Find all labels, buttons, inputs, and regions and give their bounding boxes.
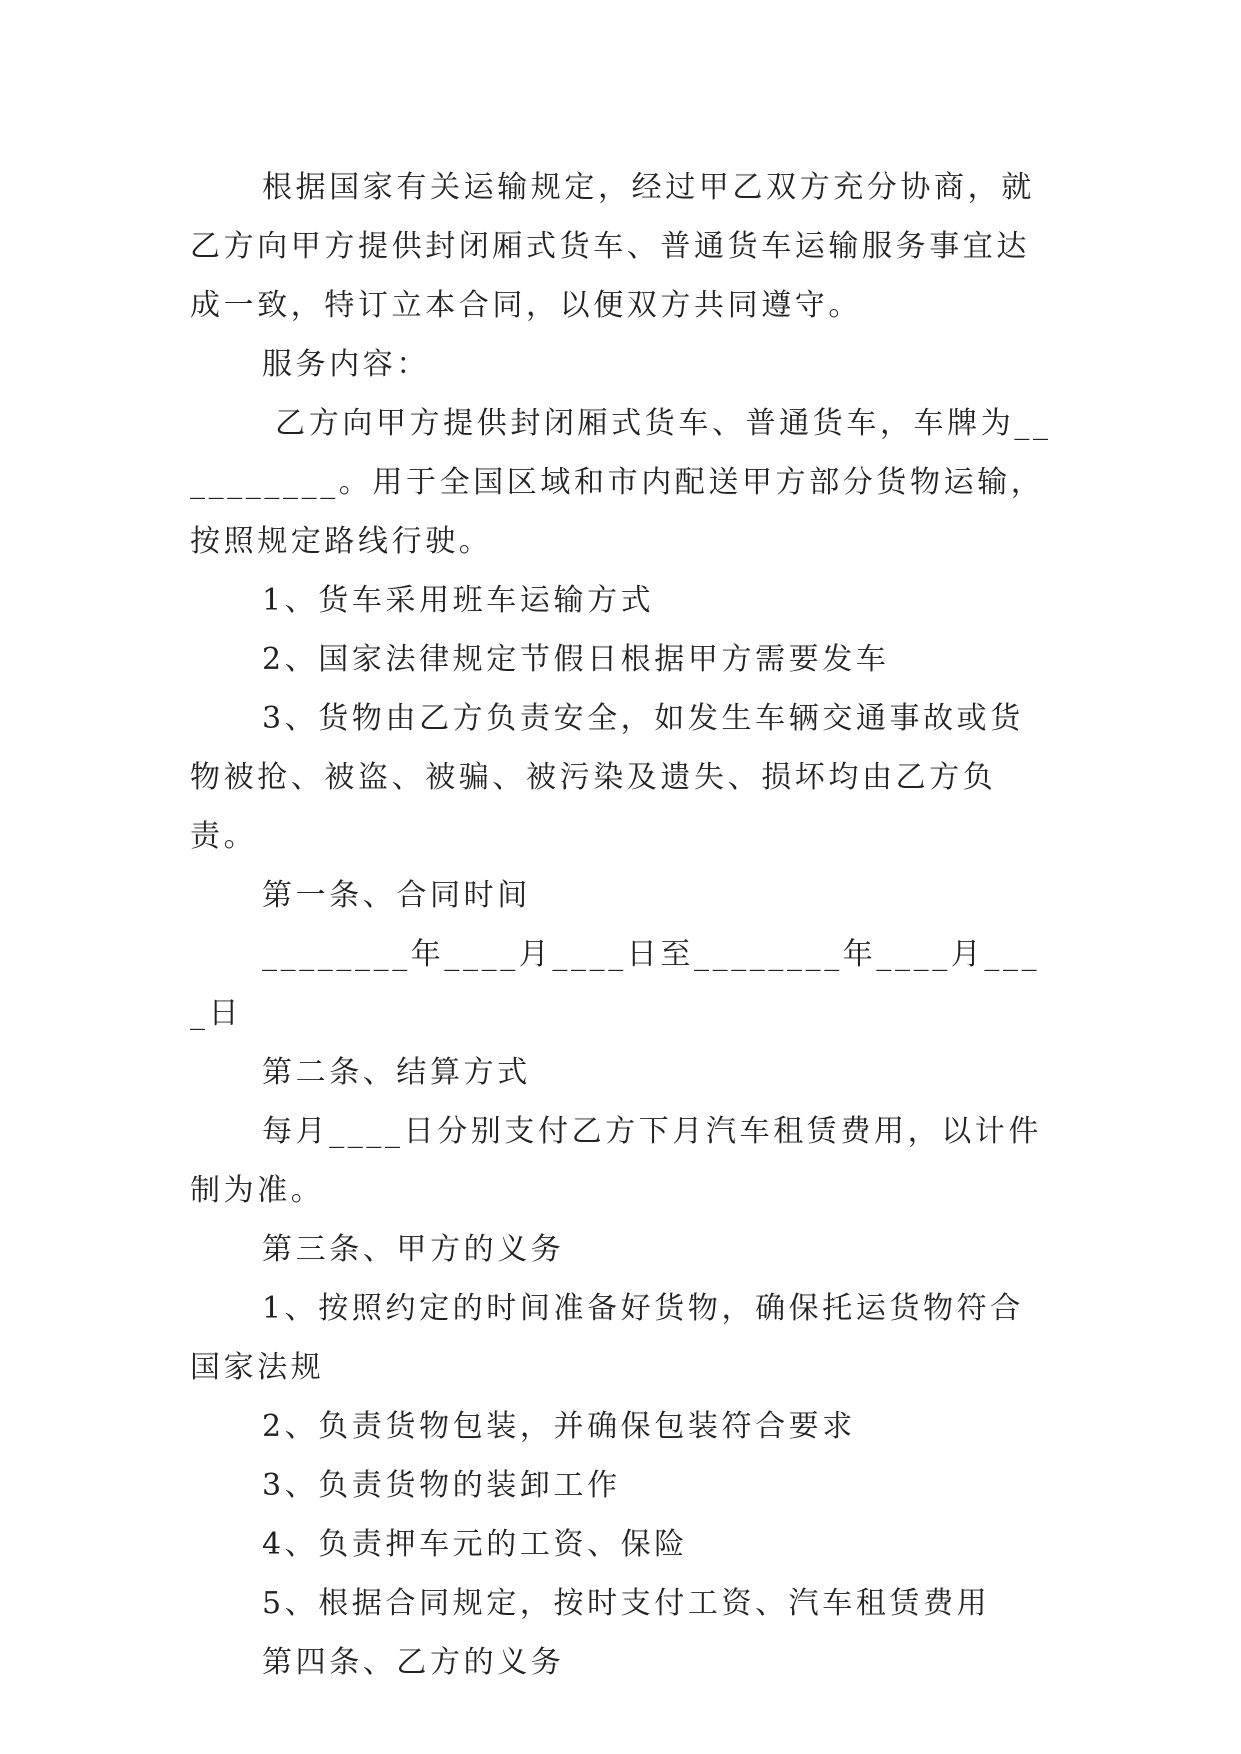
article-4-heading: 第四条、乙方的义务 <box>262 1645 565 1680</box>
party-a-duty-2: 2、负责货物包装，并确保包装符合要求 <box>262 1409 856 1444</box>
service-content-heading: 服务内容： <box>262 347 430 382</box>
article-2-heading: 第二条、结算方式 <box>262 1055 531 1090</box>
article-1-heading: 第一条、合同时间 <box>262 878 531 913</box>
article-3-heading: 第三条、甲方的义务 <box>262 1232 565 1267</box>
contract-body <box>190 158 1055 1692</box>
party-a-duty-4: 4、负责押车元的工资、保险 <box>262 1527 688 1562</box>
service-content-paragraph: 乙方向甲方提供封闭厢式货车、普通货车，车牌为__________。用于全国区域和市内配送甲方部分货物运输，按照规定路线行驶。 <box>190 406 1052 559</box>
service-item-2: 2、国家法律规定节假日根据甲方需要发车 <box>262 642 890 677</box>
intro-paragraph: 根据国家有关运输规定，经过甲乙双方充分协商，就乙方向甲方提供封闭厢式货车、普通货车运输服务事宜达成一致，特订立本合同，以便双方共同遵守。 <box>190 170 1035 323</box>
party-a-duty-1: 1、按照约定的时间准备好货物，确保托运货物符合国家法规 <box>190 1291 1024 1385</box>
party-a-duty-5: 5、根据合同规定，按时支付工资、汽车租赁费用 <box>262 1586 991 1621</box>
settlement-paragraph: 每月____日分别支付乙方下月汽车租赁费用，以计件制为准。 <box>190 1114 1042 1208</box>
party-a-duty-3: 3、负责货物的装卸工作 <box>262 1468 621 1503</box>
service-item-3: 3、货物由乙方负责安全，如发生车辆交通事故或货物被抢、被盗、被骗、被污染及遗失、损坏均由乙方负责。 <box>190 701 1024 854</box>
contract-period-line: ________年____月____日至________年____月____日 <box>190 937 1041 1031</box>
service-item-1: 1、货车采用班车运输方式 <box>262 583 655 618</box>
